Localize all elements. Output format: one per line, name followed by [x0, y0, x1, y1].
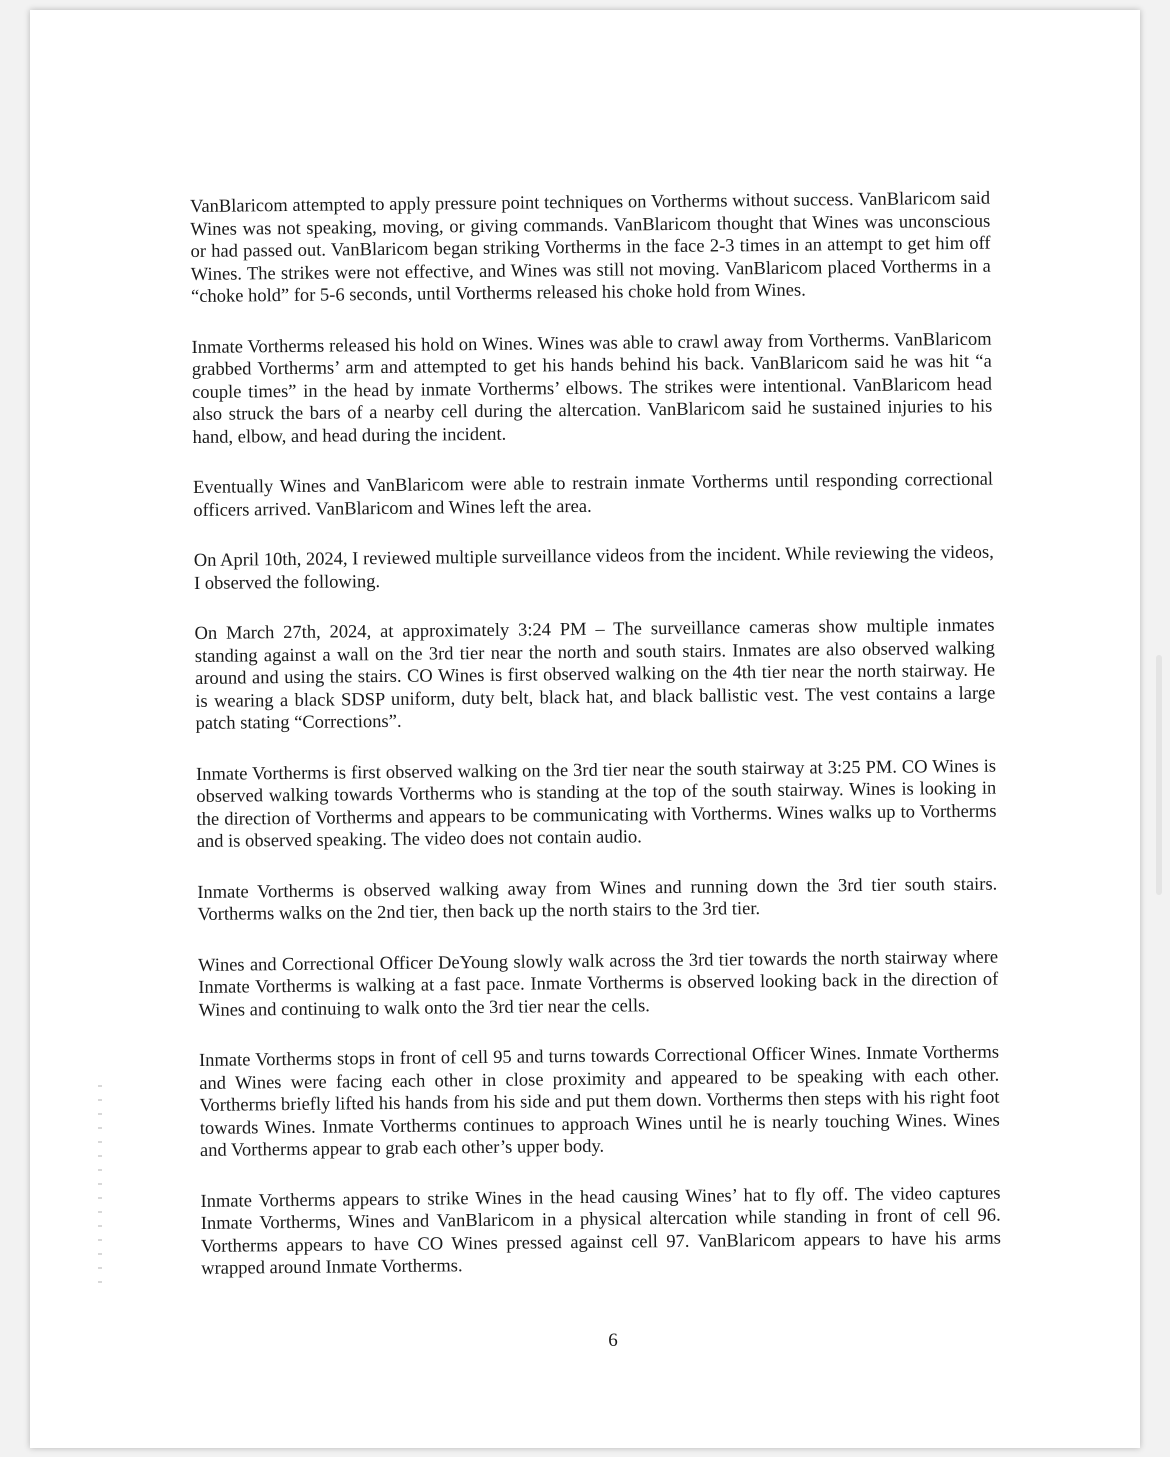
document-page: [30, 10, 1140, 1448]
paragraph-8: Wines and Correctional Officer DeYoung slowly walk across the 3rd tier towards the north stairway where Inmate Vortherms is walking at a fast pace. Inmate Vortherms is observed looking back in the direction of Wines and continuing to walk onto the 3rd tier near the cells.: [197, 947, 999, 1021]
paragraph-4: On April 10th, 2024, I reviewed multiple surveillance videos from the incident. While reviewing the videos, I observed the following.: [193, 542, 994, 594]
vertical-scrollbar[interactable]: [1156, 655, 1162, 895]
scan-margin-marks: [98, 1085, 102, 1285]
paragraph-10: Inmate Vortherms appears to strike Wines in the head causing Wines’ hat to fly off. The video captures Inmate Vortherms, Wines and VanBlaricom in a physical altercation while standing in front of cell 96. Vortherms appears to have CO Wines pressed against cell 97. VanBlaricom appears to have his arms wrapped around Inmate Vortherms.: [200, 1183, 1002, 1279]
paragraph-1: VanBlaricom attempted to apply pressure point techniques on Vortherms without success. VanBlaricom said Wines was not speaking, moving, or giving commands. VanBlaricom thought that Wines was unconscious or had passed out. VanBlaricom began striking Vortherms in the face 2-3 times in an attempt to get him off Wines. The strikes were not effective, and Wines was still not moving. VanBlaricom placed Vortherms in a “choke hold” for 5-6 seconds, until Vortherms released his choke hold from Wines.: [190, 188, 991, 307]
paragraph-6: Inmate Vortherms is first observed walking on the 3rd tier near the south stairway at 3:25 PM. CO Wines is observed walking towards Vortherms who is standing at the top of the south stairway. Wines is looking in the direction of Vortherms and appears to be communicating with Vortherms. Wines walks up to Vortherms and is observed speaking. The video does not contain audio.: [195, 756, 997, 852]
paragraph-9: Inmate Vortherms stops in front of cell 95 and turns towards Correctional Officer Wines. Inmate Vortherms and Wines were facing each other in close proximity and appeared to be speaking with each other. Vortherms briefly lifted his hands from his side and put them down. Vortherms then steps with his right foot towards Wines. Inmate Vortherms continues to approach Wines until he is nearly touching Wines. Wines and Vortherms appear to grab each other’s upper body.: [198, 1042, 1000, 1161]
document-body: [190, 188, 1002, 1309]
paragraph-2: Inmate Vortherms released his hold on Wines. Wines was able to crawl away from Vortherms. VanBlaricom grabbed Vortherms’ arm and attempted to get his hands behind his back. VanBlaricom said he was hit “a couple times” in the head by inmate Vortherms’ elbows. The strikes were intentional. VanBlaricom head also struck the bars of a nearby cell during the altercation. VanBlaricom said he sustained injuries to his hand, elbow, and head during the incident.: [191, 329, 993, 448]
paragraph-3: Eventually Wines and VanBlaricom were able to restrain inmate Vortherms until responding correctional officers arrived. VanBlaricom and Wines left the area.: [192, 469, 994, 521]
paragraph-7: Inmate Vortherms is observed walking away from Wines and running down the 3rd tier south stairs. Vortherms walks on the 2nd tier, then back up the north stairs to the 3rd tier.: [197, 874, 998, 925]
page-number: 6: [608, 1330, 618, 1351]
paragraph-5: On March 27th, 2024, at approximately 3:24 PM – The surveillance cameras show multiple inmates standing against a wall on the 3rd tier near the north and south stairs. Inmates are also observed walking around and using the stairs. CO Wines is first observed walking on the 4th tier near the north stairway. He is wearing a black SDSP uniform, duty belt, black hat, and black ballistic vest. The vest contains a large patch stating “Corrections”.: [194, 615, 996, 734]
